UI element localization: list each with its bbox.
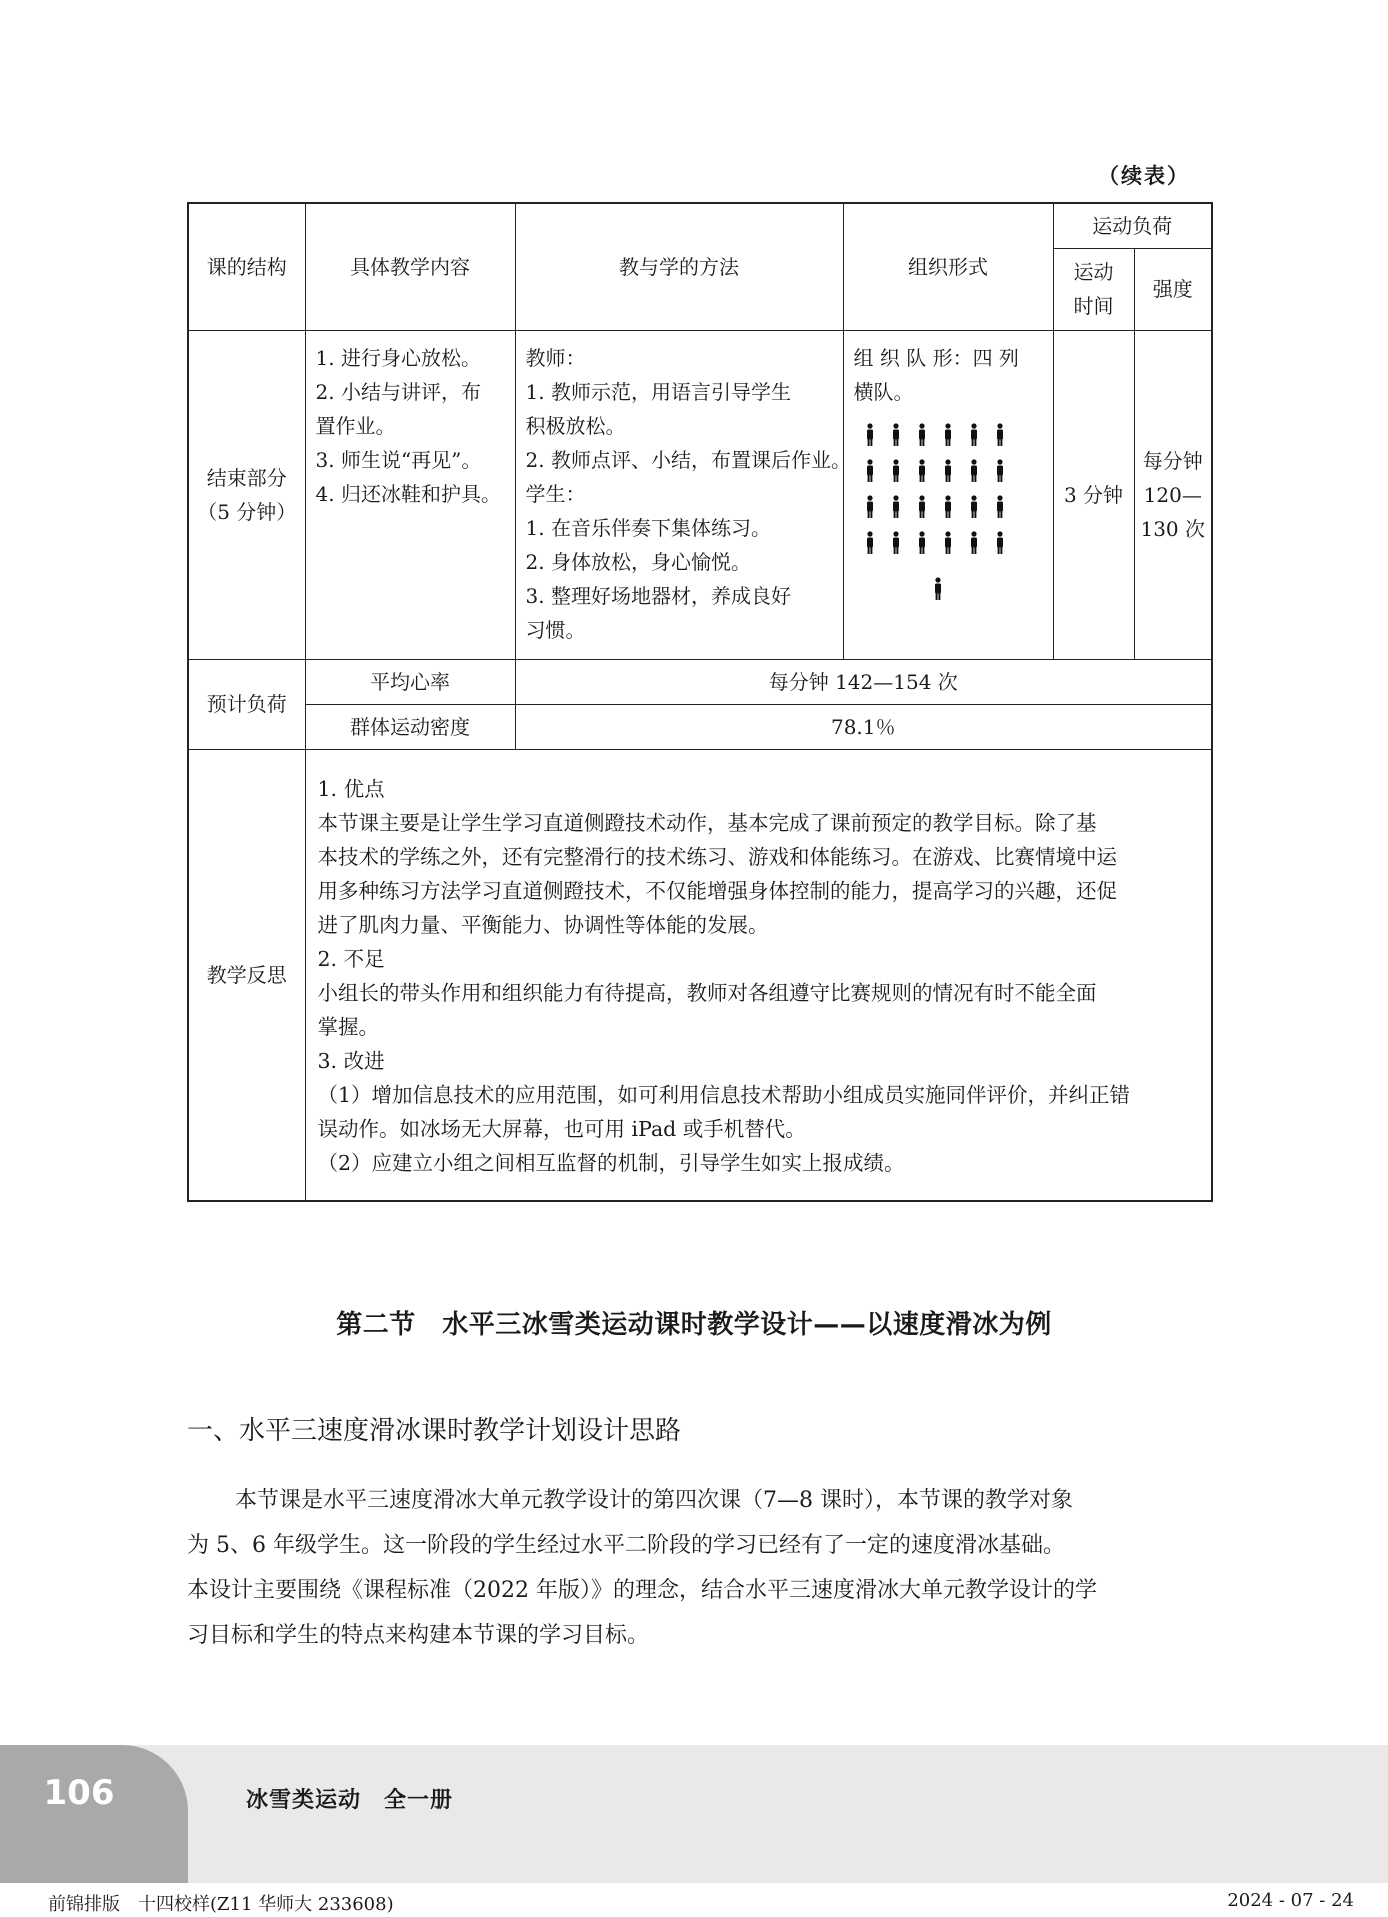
student-figure-icon <box>995 495 1005 519</box>
method-line: 1. 在音乐伴奏下集体练习。 <box>525 515 771 540</box>
content-line: 置作业。 <box>315 413 396 438</box>
ending-intensity <box>1134 330 1212 659</box>
student-figure-icon <box>969 531 979 555</box>
section-title: 第二节 水平三冰雪类运动课时教学设计——以速度滑冰为例 <box>336 1310 1052 1340</box>
ending-name-line2: （5 分钟） <box>197 499 297 524</box>
student-figure-icon <box>891 423 901 447</box>
method-line: 习惯。 <box>525 617 586 642</box>
ending-name-line1: 结束部分 <box>206 465 287 490</box>
content-line: 2. 小结与讲评，布 <box>315 379 481 404</box>
method-line: 积极放松。 <box>525 413 626 438</box>
content-line: 1. 进行身心放松。 <box>315 345 481 370</box>
reflection-line: 用多种练习方法学习直道侧蹬技术，不仅能增强身体控制的能力，提高学习的兴趣，还促 <box>317 878 1117 903</box>
footer-bar <box>0 1745 1388 1883</box>
formation-row <box>824 525 1047 561</box>
ending-section-name <box>188 330 305 659</box>
reflection-line: （2）应建立小组之间相互监督的机制，引导学生如实上报成绩。 <box>317 1150 905 1175</box>
student-figure-icon <box>865 495 875 519</box>
content-line: 3. 师生说“再见”。 <box>315 447 482 472</box>
ending-time: 3 分钟 <box>1053 330 1134 659</box>
page-number-tab <box>0 1745 188 1883</box>
paragraph-line: 本设计主要围绕《课程标准（2022 年版）》的理念，结合水平三速度滑冰大单元教学设计的学 <box>187 1578 1097 1603</box>
organization-line: 组 织 队 形：四 列 <box>853 345 1019 370</box>
print-info: 前锦排版 十四校样(Z11 华师大 233608) <box>48 1894 394 1915</box>
heart-rate-label: 平均心率 <box>305 659 515 704</box>
student-figure-icon <box>943 423 953 447</box>
density-label: 群体运动密度 <box>305 704 515 749</box>
reflection-line: 3. 改进 <box>317 1048 385 1073</box>
reflection-line: 2. 不足 <box>317 946 385 971</box>
formation-row <box>824 417 1047 453</box>
student-figure-icon <box>995 423 1005 447</box>
header-structure: 课的结构 <box>188 203 305 330</box>
subheading: 一、水平三速度滑冰课时教学计划设计思路 <box>187 1416 682 1446</box>
print-date: 2024 - 07 - 24 <box>1227 1890 1354 1911</box>
paragraph-line: 习目标和学生的特点来构建本节课的学习目标。 <box>187 1623 650 1648</box>
intensity-line: 120— <box>1143 482 1202 507</box>
continued-label: （续表） <box>1098 164 1190 188</box>
method-line: 学生： <box>525 481 586 506</box>
student-figure-icon <box>891 531 901 555</box>
method-line: 3. 整理好场地器材，养成良好 <box>525 583 791 608</box>
body-paragraph <box>187 1478 1211 1658</box>
formation-row <box>824 489 1047 525</box>
reflection-line: 进了肌肉力量、平衡能力、协调性等体能的发展。 <box>317 912 769 937</box>
student-figure-icon <box>969 495 979 519</box>
paragraph-line: 为 5、6 年级学生。这一阶段的学生经过水平二阶段的学习已经有了一定的速度滑冰基础。 <box>187 1533 1065 1558</box>
ending-method-cell <box>515 330 851 659</box>
student-figure-icon <box>865 423 875 447</box>
header-load-time-line2: 时间 <box>1073 294 1114 318</box>
ending-organization-cell <box>843 330 1053 659</box>
header-method: 教与学的方法 <box>515 203 843 330</box>
student-figure-icon <box>865 459 875 483</box>
organization-line: 横队。 <box>853 379 914 404</box>
student-figure-icon <box>917 495 927 519</box>
header-load-time <box>1053 248 1134 330</box>
paragraph-line: 本节课是水平三速度滑冰大单元教学设计的第四次课（7—8 课时），本节课的教学对象 <box>235 1488 1073 1513</box>
book-title: 冰雪类运动 全一册 <box>246 1788 454 1813</box>
method-line: 2. 教师点评、小结，布置课后作业。 <box>525 447 851 472</box>
teacher-figure-icon <box>933 577 943 601</box>
reflection-line: 掌握。 <box>317 1014 379 1039</box>
reflection-line: 本技术的学练之外，还有完整滑行的技术练习、游戏和体能练习。在游戏、比赛情境中运 <box>317 844 1117 869</box>
header-content: 具体教学内容 <box>305 203 515 330</box>
reflection-line: 1. 优点 <box>317 776 385 801</box>
formation-diagram <box>854 409 1047 607</box>
reflection-line: 本节课主要是让学生学习直道侧蹬技术动作，基本完成了课前预定的教学目标。除了基 <box>317 810 1097 835</box>
student-figure-icon <box>865 531 875 555</box>
student-figure-icon <box>917 459 927 483</box>
density-value: 78.1％ <box>515 704 1212 749</box>
content-line: 4. 归还冰鞋和护具。 <box>315 481 501 506</box>
expected-load-label: 预计负荷 <box>188 659 305 749</box>
header-load-time-line1: 运动 <box>1073 260 1114 284</box>
student-figure-icon <box>943 531 953 555</box>
student-figure-icon <box>943 495 953 519</box>
reflection-line: 小组长的带头作用和组织能力有待提高，教师对各组遵守比赛规则的情况有时不能全面 <box>317 980 1097 1005</box>
student-figure-icon <box>917 423 927 447</box>
student-figure-icon <box>995 459 1005 483</box>
header-load: 运动负荷 <box>1053 203 1212 248</box>
reflection-cell <box>305 749 1212 1201</box>
student-figure-icon <box>917 531 927 555</box>
method-line: 教师： <box>525 345 586 370</box>
formation-row <box>824 453 1047 489</box>
intensity-line: 130 次 <box>1140 516 1206 541</box>
header-organization: 组织形式 <box>843 203 1053 330</box>
student-figure-icon <box>969 459 979 483</box>
reflection-line: 误动作。如冰场无大屏幕，也可用 iPad 或手机替代。 <box>317 1116 806 1141</box>
header-load-intensity: 强度 <box>1134 248 1212 330</box>
page-number: 106 <box>43 1773 115 1813</box>
lesson-table <box>187 202 1213 1202</box>
formation-teacher-row <box>830 571 1047 607</box>
student-figure-icon <box>995 531 1005 555</box>
student-figure-icon <box>891 495 901 519</box>
student-figure-icon <box>943 459 953 483</box>
reflection-line: （1）增加信息技术的应用范围，如可利用信息技术帮助小组成员实施同伴评价，并纠正错 <box>317 1082 1131 1107</box>
student-figure-icon <box>891 459 901 483</box>
heart-rate-value: 每分钟 142—154 次 <box>515 659 1212 704</box>
intensity-line: 每分钟 <box>1142 448 1203 473</box>
reflection-label: 教学反思 <box>188 749 305 1201</box>
method-line: 1. 教师示范，用语言引导学生 <box>525 379 791 404</box>
student-figure-icon <box>969 423 979 447</box>
ending-content-cell <box>305 330 515 659</box>
method-line: 2. 身体放松，身心愉悦。 <box>525 549 751 574</box>
